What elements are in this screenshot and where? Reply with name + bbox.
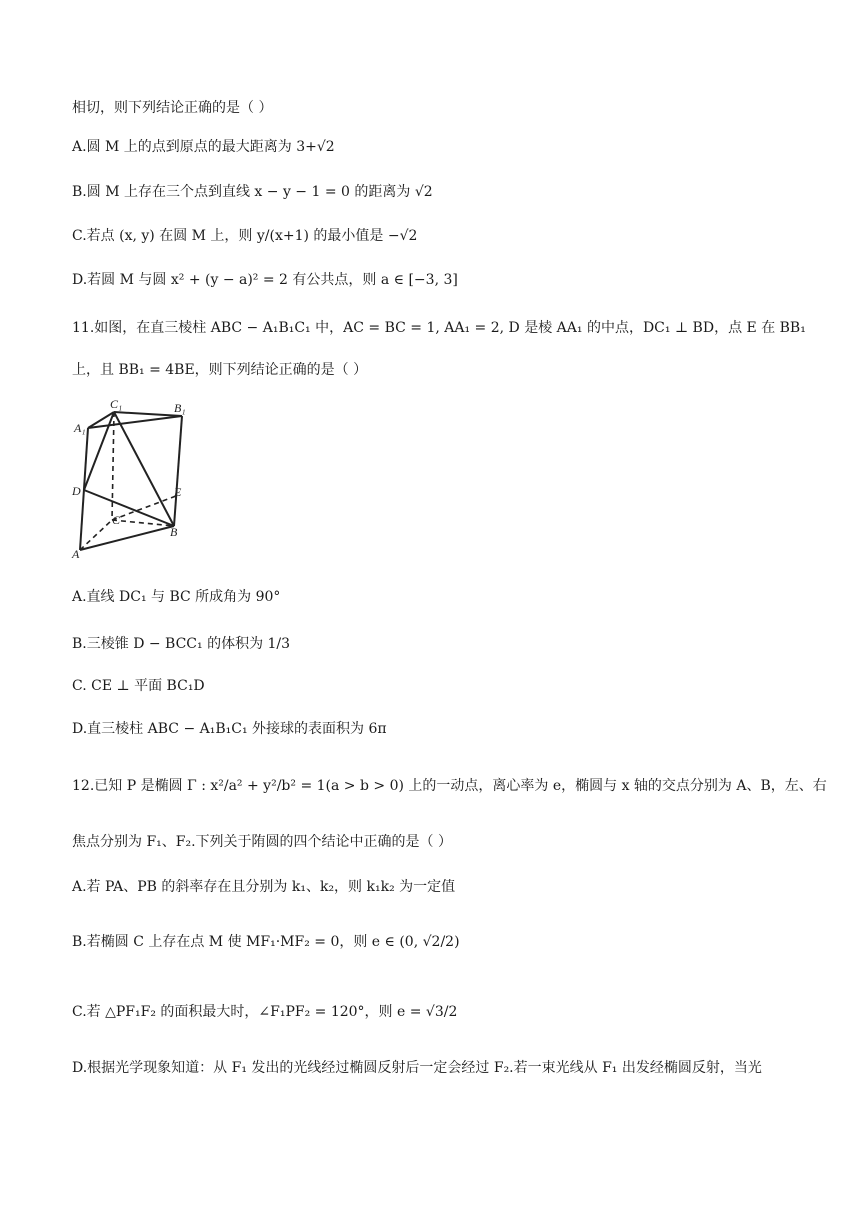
label-d: D	[72, 484, 81, 498]
q12-option-d: D.根据光学现象知道：从 F₁ 发出的光线经过椭圆反射后一定会经过 F₂.若一束光线从 F₁ 出发经椭圆反射，当光	[72, 1060, 762, 1076]
q12-option-b: B.若椭圆 C 上存在点 M 使 MF₁·MF₂ = 0，则 e ∈ (0, √2/2)	[72, 934, 460, 950]
q11-option-a: A.直线 DC₁ 与 BC 所成角为 90°	[72, 589, 281, 605]
q10-option-a: A.圆 M 上的点到原点的最大距离为 3+√2	[72, 139, 335, 155]
q10-option-d: D.若圆 M 与圆 x² + (y − a)² = 2 有公共点，则 a ∈ [−3, 3]	[72, 272, 458, 288]
label-a1: A₁	[74, 421, 86, 435]
prism-figure	[70, 398, 200, 568]
question-11-stem-line1: 11.如图，在直三棱柱 ABC − A₁B₁C₁ 中，AC = BC = 1, AA₁ = 2, D 是棱 AA₁ 的中点，DC₁ ⊥ BD，点 E 在 BB₁	[72, 320, 806, 336]
q10-option-c: C.若点 (x, y) 在圆 M 上，则 y/(x+1) 的最小值是 −√2	[72, 228, 418, 244]
q11-option-b: B.三棱锥 D − BCC₁ 的体积为 1/3	[72, 636, 291, 652]
question-10-stem-continuation: 相切，则下列结论正确的是（ ）	[72, 100, 273, 116]
q11-option-d: D.直三棱柱 ABC − A₁B₁C₁ 外接球的表面积为 6π	[72, 721, 387, 737]
question-11-stem-line2: 上，且 BB₁ = 4BE，则下列结论正确的是（ ）	[72, 362, 368, 378]
question-12-stem-line2: 焦点分别为 F₁、F₂.下列关于陏圆的四个结论中正确的是（ ）	[72, 834, 453, 850]
q12-option-c: C.若 △PF₁F₂ 的面积最大时，∠F₁PF₂ = 120°，则 e = √3/2	[72, 1004, 458, 1020]
label-b1: B₁	[174, 401, 186, 415]
q12-option-a: A.若 PA、PB 的斜率存在且分别为 k₁、k₂，则 k₁k₂ 为一定值	[72, 879, 456, 895]
label-e: E	[174, 485, 182, 499]
q10-option-b: B.圆 M 上存在三个点到直线 x − y − 1 = 0 的距离为 √2	[72, 184, 433, 200]
label-c1: C₁	[110, 398, 123, 411]
question-12-stem-line1: 12.已知 P 是椭圆 Γ : x²/a² + y²/b² = 1(a > b > 0) 上的一动点，离心率为 e，椭圆与 x 轴的交点分别为 A、B，左、右	[72, 778, 827, 794]
label-c: C	[112, 513, 121, 527]
label-b: B	[170, 525, 178, 539]
label-a: A	[72, 547, 80, 561]
q11-option-c: C. CE ⊥ 平面 BC₁D	[72, 678, 205, 694]
